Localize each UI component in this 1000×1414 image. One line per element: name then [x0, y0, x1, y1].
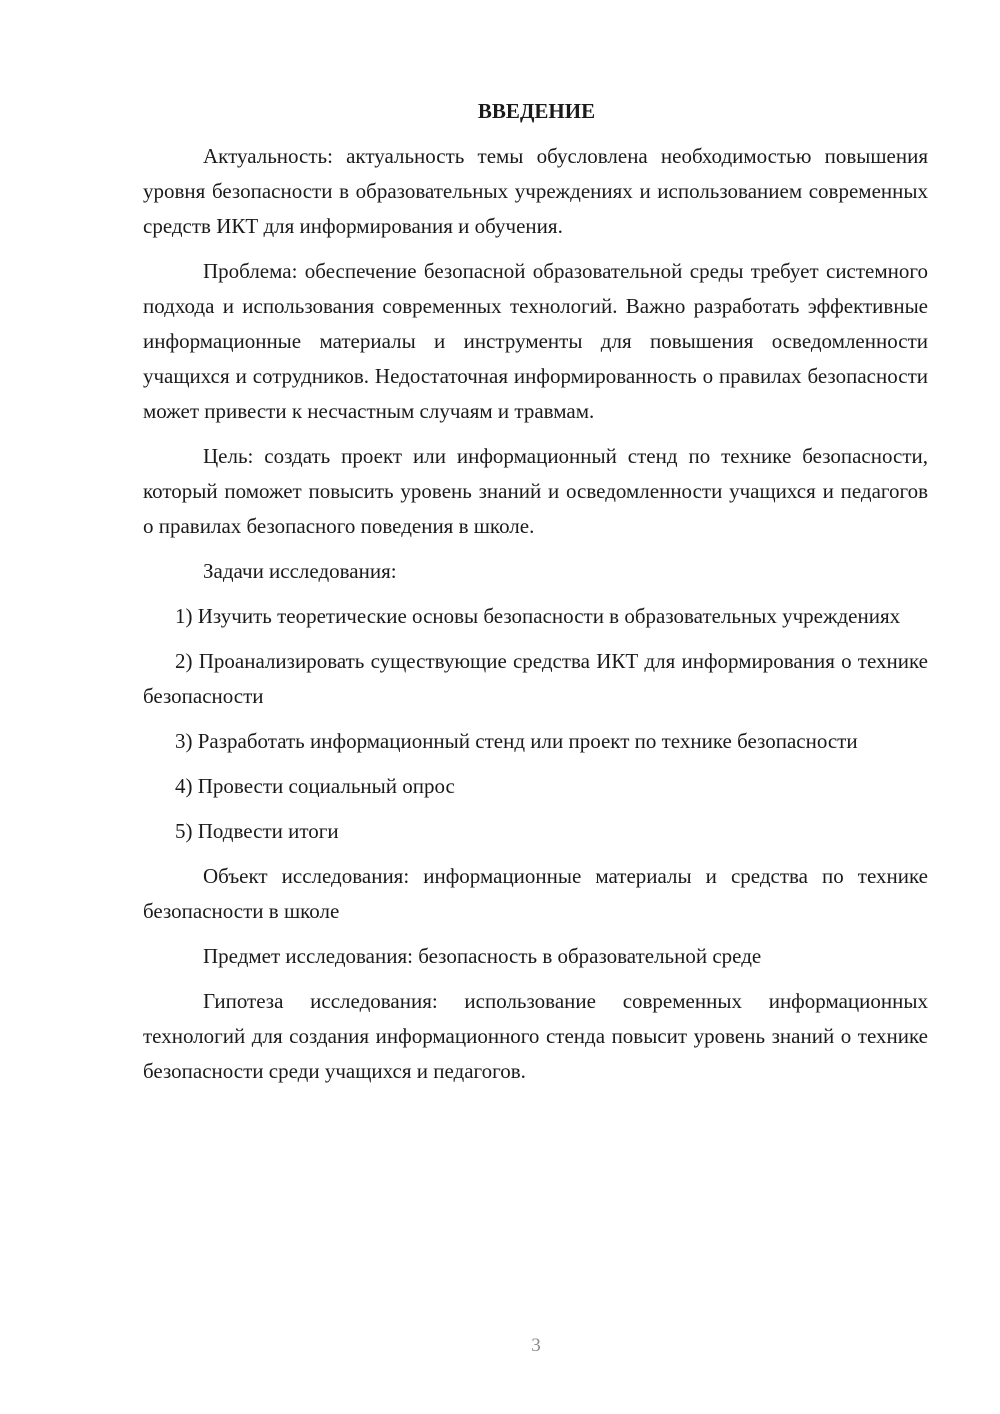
task-item: 1) Изучить теоретические основы безопасности в образовательных учреждениях [175, 604, 901, 628]
task-item: 2) Проанализировать существующие средства ИКТ для информирования о технике безопасности [143, 649, 928, 708]
paragraph-hypothesis: Гипотеза исследования: использование современных информационных технологий для создания информационного стенда повысит уровень знаний о технике безопасности среди учащихся и педагогов. [143, 989, 928, 1083]
page-content [143, 94, 928, 1099]
task-item: 4) Провести социальный опрос [175, 774, 455, 798]
tasks-heading: Задачи исследования: [203, 559, 397, 583]
paragraph-problem: Проблема: обеспечение безопасной образовательной среды требует системного подхода и использования современных технологий. Важно разработать эффективные информационные материалы и инструменты для повышения осведомленности учащихся и сотрудников. Недостаточная информированность о правилах безопасности может привести к несчастным случаям и травмам. [143, 259, 928, 423]
page-title: ВВЕДЕНИЕ [477, 99, 596, 123]
paragraph-object: Объект исследования: информационные материалы и средства по технике безопасности в школе [143, 864, 928, 923]
task-item: 3) Разработать информационный стенд или проект по технике безопасности [175, 729, 858, 753]
page-number: 3 [531, 1335, 541, 1356]
paragraph-relevance: Актуальность: актуальность темы обусловлена необходимостью повышения уровня безопасности в образовательных учреждениях и использованием современных средств ИКТ для информирования и обучения. [143, 144, 928, 238]
task-item: 5) Подвести итоги [175, 819, 339, 843]
paragraph-goal: Цель: создать проект или информационный стенд по технике безопасности, который поможет повысить уровень знаний и осведомленности учащихся и педагогов о правилах безопасного поведения в школе. [143, 444, 928, 538]
paragraph-subject: Предмет исследования: безопасность в образовательной среде [203, 944, 762, 968]
